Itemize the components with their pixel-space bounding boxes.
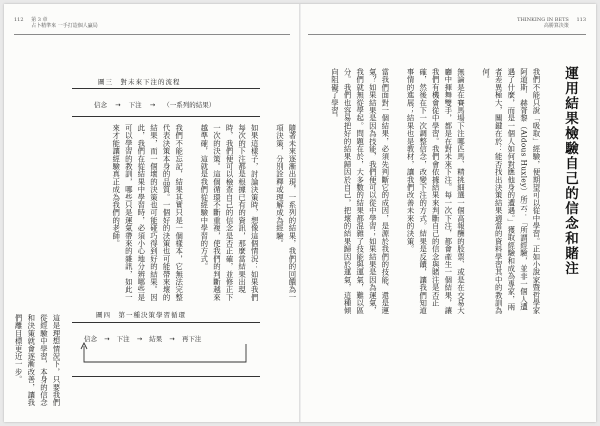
right-page-body: 我們不能只說「吸取」經驗，便期望可以從中學習。正如小說家暨哲學家阿道斯．赫胥黎（Aldous Huxley）所云：「所謂經驗，並非一個人遭遇了什麼，而是一個人如何對應他身的遭遇。」獲取經驗和成為專家，兩者差異極大，關鍵在於：能否找出決策結果適當的資料學習其中的教訓為何。 無論是在賽馬場下注哪匹馬、精挑細選一個高報酬的股票、或是在交易大廳中揮舞雙手，都是在對未來下注。每一次下注，都會產生一個結果，讓我們有機會從中學習。我們會依據結果來判斷自己的信念與賭注是否正確，然後在下一次調整信念，改變下注的方式。結果是反饋，讓我們知道事情的進展；結果也是教材，讓我們改善未來的決策。 當我們面對一個結果，必須先判斷它的成因，是源於我們的技能、還是運氣？如果結果是因為技能，我們便可以從中學習；如果結果是因為運氣，我們就無從學起。問題在於，大多數的結果都混雜了技能與運氣，難以區分。我們也容易把好的結果歸因於自己，把壞的結果歸因於運氣，這種傾向阻礙了學習。 xyxy=(330,68,541,315)
figure3-node-bet: 下注 xyxy=(128,101,142,109)
figure3-node-belief: 信念 xyxy=(94,101,107,109)
right-series-title: THINKING IN BETS xyxy=(517,17,569,23)
left-header-rule xyxy=(14,34,290,35)
left-page-header xyxy=(14,17,98,29)
right-subtitle: 高勝算決策 xyxy=(543,23,569,29)
left-page-body: 隨著未來逐漸出現，一系列的結果，我們的回饋為一項決策，分別詮釋或理解成為經驗。 如果這樣子，討論決策時，想像這個情況：如果我們每次的下注都是根據已有的資訊，那麼當結果出現時，我們便可以檢查自己的信念是否正確，並修正下一次的決策。這個循環不斷重複，使我們的判斷越來越準確，這就是我們從經驗中學習的方式。 我們不能忘記，結果其實只是一個樣本，它無法完整代表決策本身的品質。一個好的決策也可能帶來壞的結果，而一個壞的決策也可能碰巧得到好的結果。因此，我們在從結果中學習時，必須小心地分辨哪些是可以學習的教訓，哪些只是運氣帶來的雜訊，如此一來才能讓經驗真正成為我們的老師。 xyxy=(111,124,297,302)
figure3-node-outcomes: （一系列的結果） xyxy=(163,101,216,109)
left-chapter-label: 第 3 章 xyxy=(31,17,48,23)
figure3-arrow-2: → xyxy=(149,101,156,109)
figure4-bottom-rule xyxy=(72,376,260,377)
page-gutter xyxy=(299,4,301,422)
figure3-flow xyxy=(94,100,215,109)
figure3-bottom-rule xyxy=(72,116,260,117)
figure4-arrow-2: → xyxy=(136,335,143,343)
chapter-title: 運用結果檢驗自己的信念和賭注 xyxy=(562,66,578,276)
figure4-arrow-1: → xyxy=(104,335,110,343)
right-page-header xyxy=(517,17,586,29)
figure4-caption: 圖四 第一種決策學習循環 xyxy=(96,311,186,319)
right-header-rule xyxy=(308,34,586,35)
book-spread xyxy=(4,4,596,422)
figure4-node-bet: 下注 xyxy=(116,335,130,343)
figure4-node-outcome: 結果 xyxy=(149,335,163,343)
figure3-top-rule xyxy=(72,88,260,89)
figure3-arrow-1: → xyxy=(115,101,121,109)
left-page-number: 112 xyxy=(14,17,24,23)
left-page-bottom-text: 這是理想情況下，只要我們從經驗中學習，本身的信念和決策就會逐漸改善，讓我們離目標更近一步。 xyxy=(14,314,61,407)
left-chapter-subtitle: 占卜精準來 一手打造個人贏局 xyxy=(31,23,98,29)
figure4-node-rebet: 再下注 xyxy=(181,335,202,343)
figure4-top-rule xyxy=(72,322,260,323)
figure4-arrow-3: → xyxy=(169,335,175,343)
figure4-node-belief: 信念 xyxy=(84,335,97,343)
figure3-caption: 圖三 對未來下注的流程 xyxy=(98,78,181,86)
right-page-number: 113 xyxy=(576,17,586,23)
figure4-loop-arrow xyxy=(76,340,256,370)
